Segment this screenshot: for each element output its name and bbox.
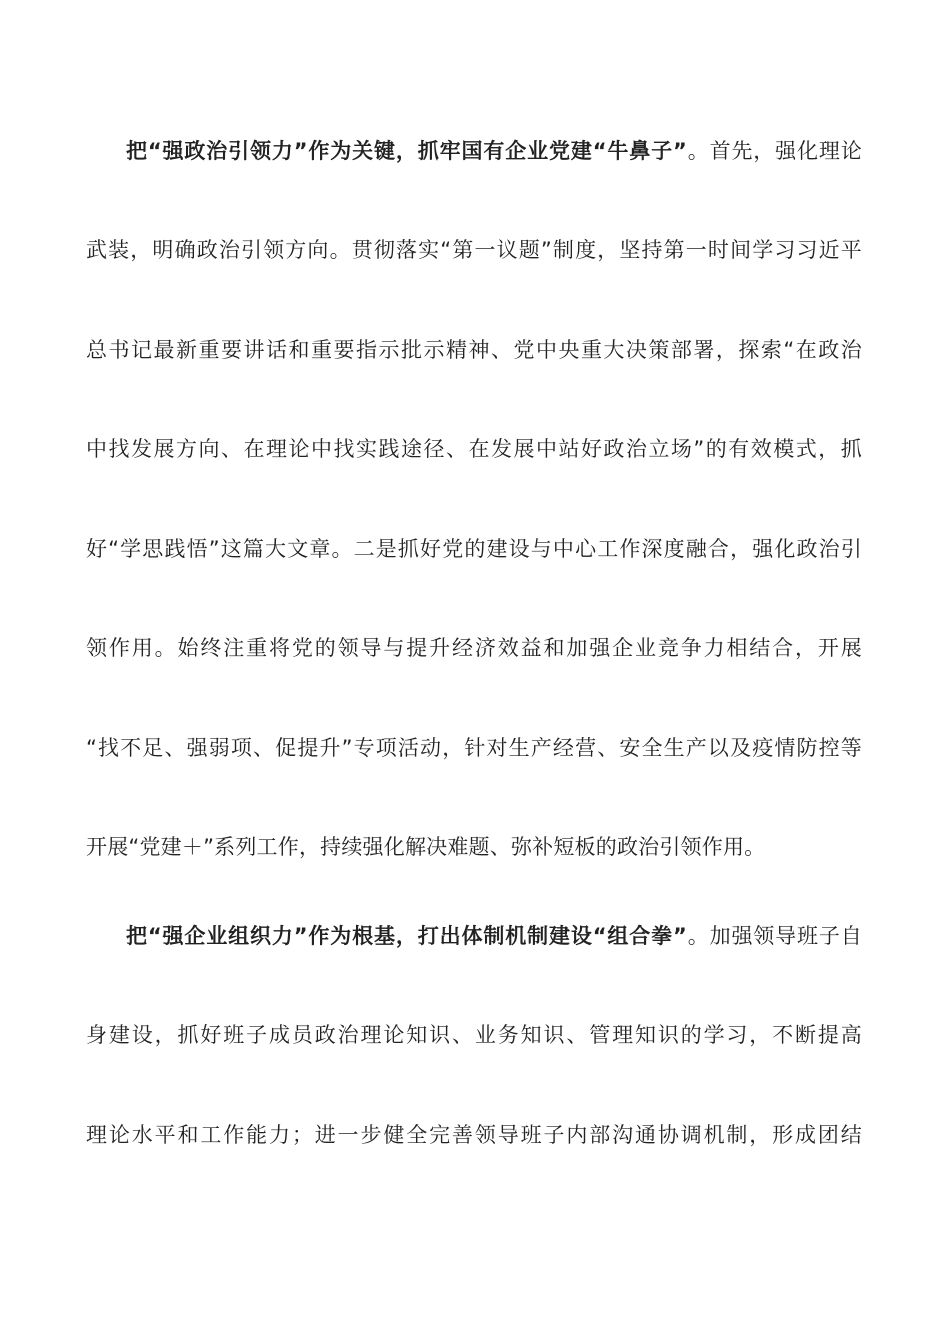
paragraph-1-line-1 bbox=[126, 137, 862, 165]
paragraph-2-heading: 把“强企业组织力”作为根基，打出体制机制建设“组合拳” bbox=[126, 924, 688, 948]
paragraph-2-line-3: 理论水平和工作能力；进一步健全完善领导班子内部沟通协调机制，形成团结 bbox=[86, 1123, 862, 1147]
paragraph-1-line-8: 开展“党建＋”系列工作，持续强化解决难题、弥补短板的政治引领作用。 bbox=[86, 835, 766, 859]
paragraph-1-heading: 把“强政治引领力”作为关键，抓牢国有企业党建“牛鼻子” bbox=[126, 139, 688, 163]
paragraph-1-lead: 。首先，强化理论 bbox=[687, 139, 862, 163]
paragraph-2-line-1 bbox=[126, 922, 862, 950]
paragraph-1-line-6: 领作用。始终注重将党的领导与提升经济效益和加强企业竞争力相结合，开展 bbox=[86, 636, 862, 660]
paragraph-1-line-2: 武装，明确政治引领方向。贯彻落实“第一议题”制度，坚持第一时间学习习近平 bbox=[86, 238, 862, 262]
paragraph-2-line-2: 身建设，抓好班子成员政治理论知识、业务知识、管理知识的学习，不断提高 bbox=[86, 1023, 862, 1047]
paragraph-1-line-5: 好“学思践悟”这篇大文章。二是抓好党的建设与中心工作深度融合，强化政治引 bbox=[86, 537, 862, 561]
paragraph-1-line-4: 中找发展方向、在理论中找实践途径、在发展中站好政治立场”的有效模式，抓 bbox=[86, 437, 862, 461]
paragraph-1-line-3: 总书记最新重要讲话和重要指示批示精神、党中央重大决策部署，探索“在政治 bbox=[86, 338, 862, 362]
paragraph-2-lead: 。加强领导班子自 bbox=[687, 924, 862, 948]
paragraph-1-line-7: “找不足、强弱项、促提升”专项活动，针对生产经营、安全生产以及疫情防控等 bbox=[86, 736, 862, 760]
